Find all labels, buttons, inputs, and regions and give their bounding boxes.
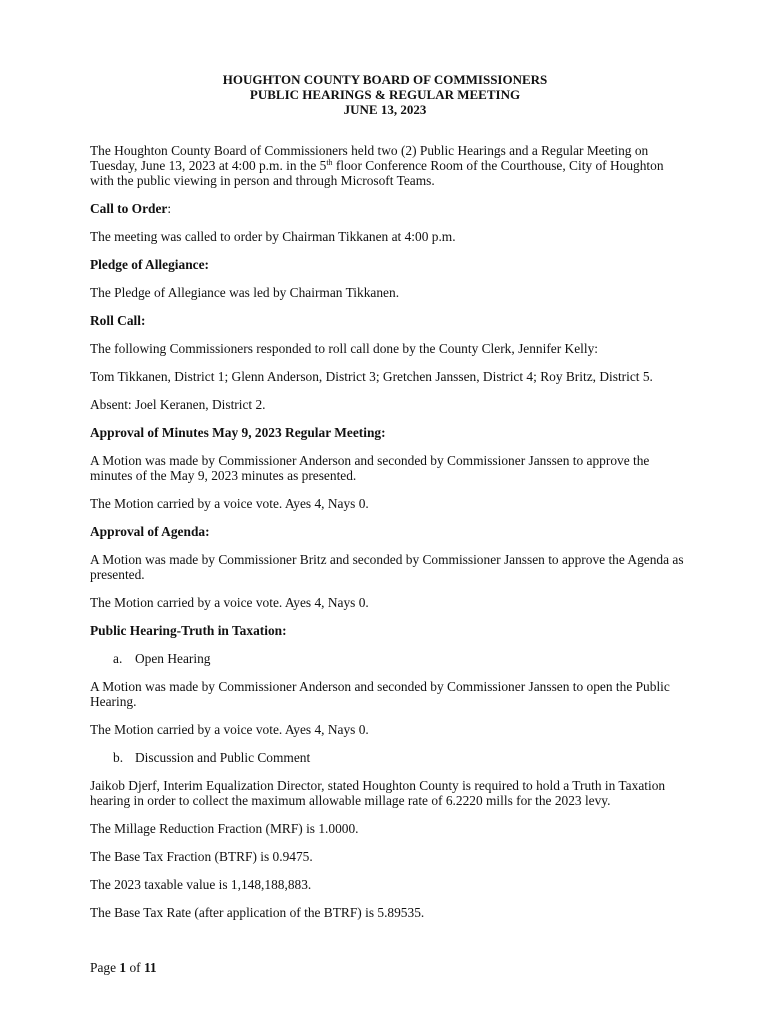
footer-of-word: of <box>126 960 144 975</box>
item-a-label: Open Hearing <box>135 651 211 666</box>
footer-page-word: Page <box>90 960 120 975</box>
page-footer <box>90 960 157 975</box>
agenda-vote: The Motion carried by a voice vote. Ayes 4, Nays 0. <box>90 595 369 610</box>
call-to-order-colon: : <box>167 201 172 216</box>
roll-call-heading: Roll Call: <box>90 313 146 328</box>
footer-page-number: 1 <box>119 960 127 975</box>
header-title: HOUGHTON COUNTY BOARD OF COMMISSIONERS <box>222 72 548 87</box>
roll-call-present: Tom Tikkanen, District 1; Glenn Anderson, District 3; Gretchen Janssen, District 4; Roy Britz, District 5. <box>90 369 653 384</box>
intro-ordinal-suffix: th <box>326 158 333 167</box>
hearing-discussion: Jaikob Djerf, Interim Equalization Director, stated Houghton County is required to hold a Truth in Taxation hearing in order to collect the maximum allowable millage rate of 6.2220 mills for the 2023 levy. <box>90 778 666 808</box>
document-header <box>0 72 770 117</box>
roll-call-absent: Absent: Joel Keranen, District 2. <box>90 397 266 412</box>
hearing-mrf: The Millage Reduction Fraction (MRF) is 1.0000. <box>90 821 359 836</box>
hearing-open-motion: A Motion was made by Commissioner Anderson and seconded by Commissioner Janssen to open the Public Hearing. <box>90 679 670 709</box>
minutes-vote: The Motion carried by a voice vote. Ayes 4, Nays 0. <box>90 496 369 511</box>
hearing-taxable-value: The 2023 taxable value is 1,148,188,883. <box>90 877 312 892</box>
footer-page-total: 11 <box>143 960 157 975</box>
hearing-btrf: The Base Tax Fraction (BTRF) is 0.9475. <box>90 849 313 864</box>
intro-text-end: floor Conference Room of the Courthouse, City of Houghton with the public viewing in person and through Microsoft Teams. <box>90 158 664 188</box>
minutes-motion: A Motion was made by Commissioner Anderson and seconded by Commissioner Janssen to approve the minutes of the May 9, 2023 minutes as presented. <box>90 453 650 483</box>
intro-text-start: The Houghton County Board of Commissioners held two (2) Public Hearings and a Regular Meeting on Tuesday, June 13, 2023 at 4:00 p.m. in the 5 <box>90 143 649 173</box>
pledge-heading: Pledge of Allegiance: <box>90 257 209 272</box>
document-body <box>90 143 690 933</box>
roll-call-text: The following Commissioners responded to roll call done by the County Clerk, Jennifer Kelly: <box>90 341 599 356</box>
header-subtitle: PUBLIC HEARINGS & REGULAR MEETING <box>249 87 521 102</box>
call-to-order-text: The meeting was called to order by Chairman Tikkanen at 4:00 p.m. <box>90 229 456 244</box>
agenda-heading: Approval of Agenda: <box>90 524 210 539</box>
agenda-motion: A Motion was made by Commissioner Britz and seconded by Commissioner Janssen to approve the Agenda as presented. <box>90 552 684 582</box>
call-to-order-heading <box>90 201 690 216</box>
minutes-heading: Approval of Minutes May 9, 2023 Regular Meeting: <box>90 425 386 440</box>
hearing-item-b <box>90 750 690 765</box>
header-date: JUNE 13, 2023 <box>343 102 427 117</box>
hearing-base-tax-rate: The Base Tax Rate (after application of the BTRF) is 5.89535. <box>90 905 425 920</box>
item-b-label: Discussion and Public Comment <box>135 750 311 765</box>
item-b-marker: b. <box>113 750 124 765</box>
hearing-heading: Public Hearing-Truth in Taxation: <box>90 623 287 638</box>
hearing-open-vote: The Motion carried by a voice vote. Ayes 4, Nays 0. <box>90 722 369 737</box>
call-to-order-heading-text: Call to Order <box>90 201 168 216</box>
item-a-marker: a. <box>113 651 123 666</box>
intro-paragraph <box>90 143 690 188</box>
hearing-item-a <box>90 651 690 666</box>
pledge-text: The Pledge of Allegiance was led by Chairman Tikkanen. <box>90 285 400 300</box>
